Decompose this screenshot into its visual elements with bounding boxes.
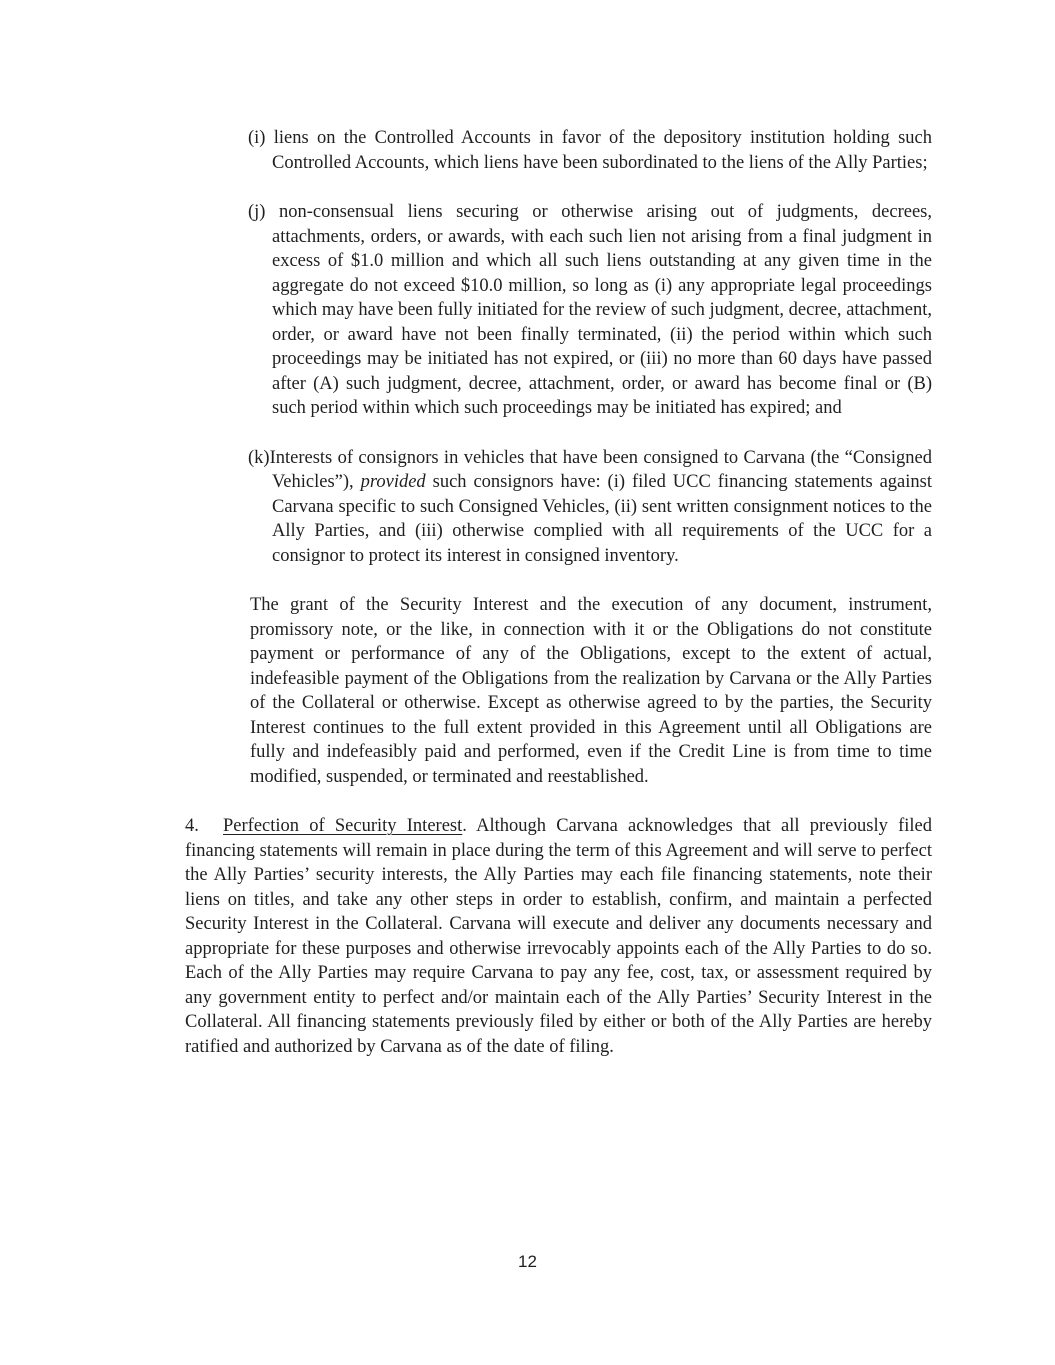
clause-j — [248, 200, 932, 421]
clause-k-text-before: Interests of consignors in vehicles that have been consigned to Carvana (the “Consigned Vehicles”), — [269, 447, 932, 492]
page-number: 12 — [518, 1252, 537, 1271]
section-4-heading: Perfection of Security Interest — [223, 816, 463, 836]
clause-k — [248, 446, 932, 569]
grant-paragraph — [250, 593, 932, 789]
clause-k-italic-word: provided — [360, 472, 426, 492]
clause-i-text: liens on the Controlled Accounts in favor of the depository institution holding such Controlled Accounts, which liens have been subordinated to the liens of the Ally Parties; — [272, 128, 932, 173]
document-body — [185, 126, 932, 1059]
clause-j-label: (j) — [248, 202, 279, 222]
clause-k-label: (k) — [248, 447, 270, 468]
section-4-number: 4. — [185, 816, 199, 836]
clause-i-label: (i) — [248, 128, 274, 148]
grant-paragraph-text: The grant of the Security Interest and the execution of any document, instrument, promissory note, or the like, in connection with it or the Obligations do not constitute payment or performance of any of the Obligations, except to the extent of actual, indefeasible payment of the Obligations from the realization by Carvana or the Ally Parties of the Collateral or otherwise. Except as otherwise agreed to by the parties, the Security Interest continues to the full extent provided in this Agreement until all Obligations are fully and indefeasibly paid and performed, even if the Credit Line is from time to time modified, suspended, or terminated and reestablished. — [250, 595, 932, 787]
clause-k-text-after: such consignors have: (i) filed UCC financing statements against Carvana specific to such Consigned Vehicles, (ii) sent written consignment notices to the Ally Parties, and (iii) otherwise complied with all requirements of the UCC for a consignor to protect its interest in consigned inventory. — [272, 472, 932, 566]
clause-i — [248, 126, 932, 175]
section-4-text: . Although Carvana acknowledges that all previously filed financing statements will remain in place during the term of this Agreement and will serve to perfect the Ally Parties’ security interests, the Ally Parties may each file financing statements, note their liens on titles, and take any other steps in order to establish, confirm, and maintain a perfected Security Interest in the Collateral. Carvana will execute and deliver any documents necessary and appropriate for these purposes and otherwise irrevocably appoints each of the Ally Parties to do so. Each of the Ally Parties may require Carvana to pay any fee, cost, tax, or assessment required by any government entity to perfect and/or maintain each of the Ally Parties’ Security Interest in the Collateral. All financing statements previously filed by either or both of the Ally Parties are hereby ratified and authorized by Carvana as of the date of filing. — [185, 816, 932, 1057]
clause-j-text: non-consensual liens securing or otherwise arising out of judgments, decrees, attachments, orders, or awards, with each such lien not arising from a final judgment in excess of $1.0 million and which all such liens outstanding at any given time in the aggregate do not exceed $10.0 million, so long as (i) any appropriate legal proceedings which may have been fully initiated for the review of such judgment, decree, attachment, order, or award have not been finally terminated, (ii) the period within which such proceedings may be initiated has not expired, or (iii) no more than 60 days have passed after (A) such judgment, decree, attachment, order, or award has become final or (B) such period within which such proceedings may be initiated has expired; and — [272, 202, 932, 418]
section-4-paragraph — [185, 814, 932, 1059]
